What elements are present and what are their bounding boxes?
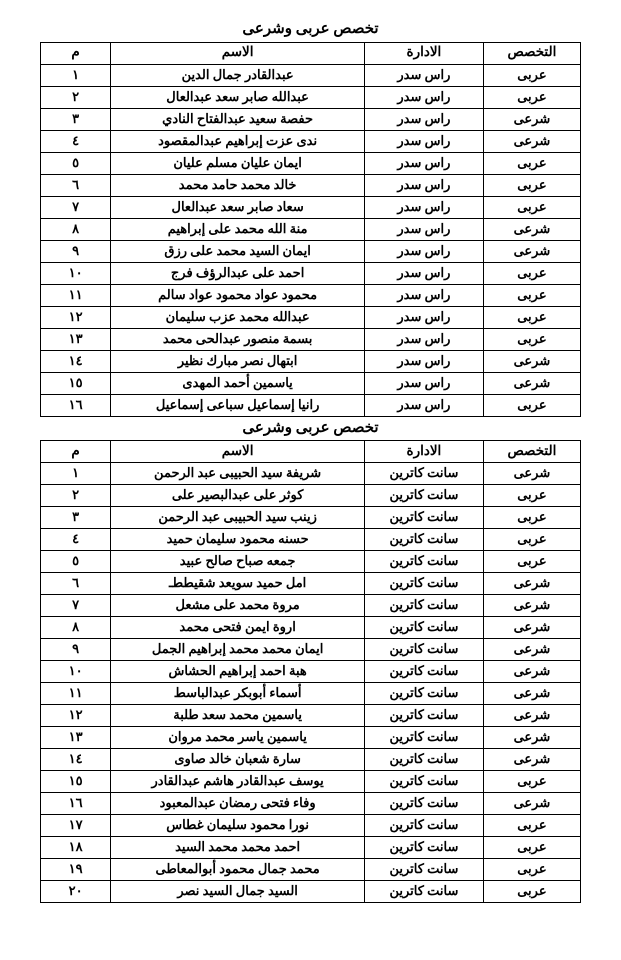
cell-name: ياسمين محمد سعد طلبة: [111, 705, 365, 727]
cell-admin: سانت كاترين: [365, 771, 484, 793]
section-title-2: تخصص عربى وشرعى: [242, 419, 379, 436]
cell-admin: سانت كاترين: [365, 837, 484, 859]
cell-spec: عربى: [483, 86, 580, 108]
cell-admin: سانت كاترين: [365, 551, 484, 573]
table-row: [41, 815, 581, 837]
cell-num: ١٠: [41, 661, 111, 683]
cell-spec: شرعى: [483, 727, 580, 749]
cell-spec: عربى: [483, 262, 580, 284]
cell-spec: شرعى: [483, 793, 580, 815]
table-row: [41, 617, 581, 639]
cell-spec: عربى: [483, 837, 580, 859]
cell-admin: سانت كاترين: [365, 617, 484, 639]
table-header-row: [41, 441, 581, 463]
cell-spec: شرعى: [483, 218, 580, 240]
cell-spec: شرعى: [483, 617, 580, 639]
cell-admin: سانت كاترين: [365, 661, 484, 683]
cell-spec: شرعى: [483, 749, 580, 771]
cell-num: ٣: [41, 507, 111, 529]
cell-num: ١١: [41, 683, 111, 705]
table-row: [41, 683, 581, 705]
table-row: [41, 573, 581, 595]
cell-spec: عربى: [483, 284, 580, 306]
column-header-name: الاسم: [111, 42, 365, 64]
cell-num: ٢٠: [41, 881, 111, 903]
cell-spec: شرعى: [483, 240, 580, 262]
cell-num: ٨: [41, 617, 111, 639]
cell-spec: شرعى: [483, 595, 580, 617]
cell-name: ابتهال نصر مبارك نظير: [111, 350, 365, 372]
cell-admin: سانت كاترين: [365, 639, 484, 661]
cell-name: امل حميد سويعد شقيططـ: [111, 573, 365, 595]
cell-num: ٢: [41, 86, 111, 108]
cell-num: ١٧: [41, 815, 111, 837]
cell-num: ١: [41, 463, 111, 485]
cell-num: ١٩: [41, 859, 111, 881]
table-row: [41, 86, 581, 108]
cell-admin: سانت كاترين: [365, 705, 484, 727]
cell-admin: راس سدر: [365, 394, 484, 416]
cell-spec: عربى: [483, 306, 580, 328]
table-row: [41, 284, 581, 306]
table-row: [41, 240, 581, 262]
table-row: [41, 485, 581, 507]
cell-name: شريفة سيد الحبيبى عبد الرحمن: [111, 463, 365, 485]
table-row: [41, 507, 581, 529]
cell-spec: عربى: [483, 859, 580, 881]
cell-admin: سانت كاترين: [365, 573, 484, 595]
cell-spec: شرعى: [483, 639, 580, 661]
cell-name: نورا محمود سليمان غطاس: [111, 815, 365, 837]
cell-name: أسماء أبوبكر عبدالباسط: [111, 683, 365, 705]
cell-num: ٩: [41, 240, 111, 262]
cell-name: هبة احمد إبراهيم الحشاش: [111, 661, 365, 683]
cell-num: ١٢: [41, 306, 111, 328]
cell-spec: عربى: [483, 551, 580, 573]
cell-admin: راس سدر: [365, 284, 484, 306]
cell-num: ٥: [41, 551, 111, 573]
cell-name: زينب سيد الحبيبى عبد الرحمن: [111, 507, 365, 529]
cell-spec: عربى: [483, 394, 580, 416]
cell-name: سارة شعبان خالد صاوى: [111, 749, 365, 771]
cell-admin: راس سدر: [365, 262, 484, 284]
table-row: [41, 108, 581, 130]
cell-name: منة الله محمد على إبراهيم: [111, 218, 365, 240]
cell-num: ١٨: [41, 837, 111, 859]
cell-num: ١٥: [41, 372, 111, 394]
cell-name: عبدالقادر جمال الدين: [111, 64, 365, 86]
cell-name: حفصة سعيد عبدالفتاح النادي: [111, 108, 365, 130]
table-row: [41, 130, 581, 152]
table-header-row: [41, 42, 581, 64]
cell-num: ١١: [41, 284, 111, 306]
cell-spec: شرعى: [483, 108, 580, 130]
cell-name: عبدالله محمد عزب سليمان: [111, 306, 365, 328]
cell-spec: عربى: [483, 529, 580, 551]
cell-num: ١٦: [41, 394, 111, 416]
cell-admin: سانت كاترين: [365, 815, 484, 837]
table-row: [41, 793, 581, 815]
cell-admin: سانت كاترين: [365, 859, 484, 881]
cell-spec: شرعى: [483, 463, 580, 485]
cell-num: ١٠: [41, 262, 111, 284]
column-header-name: الاسم: [111, 441, 365, 463]
cell-num: ٧: [41, 196, 111, 218]
cell-num: ٤: [41, 529, 111, 551]
table-row: [41, 174, 581, 196]
cell-name: يوسف عبدالقادر هاشم عبدالقادر: [111, 771, 365, 793]
cell-spec: شرعى: [483, 705, 580, 727]
roster-body-2: [41, 463, 581, 903]
cell-name: ياسمين ياسر محمد مروان: [111, 727, 365, 749]
cell-num: ١: [41, 64, 111, 86]
cell-admin: راس سدر: [365, 130, 484, 152]
cell-num: ٨: [41, 218, 111, 240]
cell-spec: عربى: [483, 771, 580, 793]
cell-admin: راس سدر: [365, 108, 484, 130]
cell-name: عبدالله صابر سعد عبدالعال: [111, 86, 365, 108]
cell-num: ٦: [41, 573, 111, 595]
cell-name: ياسمين أحمد المهدى: [111, 372, 365, 394]
table-row: [41, 837, 581, 859]
cell-name: محمد جمال محمود أبوالمعاطى: [111, 859, 365, 881]
cell-admin: سانت كاترين: [365, 683, 484, 705]
cell-num: ٧: [41, 595, 111, 617]
column-header-admin: الادارة: [365, 441, 484, 463]
cell-name: خالد محمد حامد محمد: [111, 174, 365, 196]
table-row: [41, 595, 581, 617]
cell-num: ٣: [41, 108, 111, 130]
roster-section-1: [40, 18, 581, 417]
cell-num: ٩: [41, 639, 111, 661]
cell-spec: شرعى: [483, 372, 580, 394]
cell-spec: عربى: [483, 881, 580, 903]
table-row: [41, 529, 581, 551]
cell-admin: راس سدر: [365, 152, 484, 174]
cell-spec: عربى: [483, 152, 580, 174]
column-header-spec: التخصص: [483, 441, 580, 463]
cell-name: ايمان محمد محمد إبراهيم الجمل: [111, 639, 365, 661]
cell-num: ١٤: [41, 749, 111, 771]
cell-admin: سانت كاترين: [365, 507, 484, 529]
cell-name: جمعه صباح صالح عبيد: [111, 551, 365, 573]
cell-admin: راس سدر: [365, 350, 484, 372]
table-row: [41, 749, 581, 771]
table-row: [41, 705, 581, 727]
cell-admin: راس سدر: [365, 218, 484, 240]
roster-table-2: [40, 440, 581, 903]
cell-name: احمد محمد محمد السيد: [111, 837, 365, 859]
cell-num: ١٣: [41, 727, 111, 749]
cell-spec: عربى: [483, 328, 580, 350]
cell-spec: شرعى: [483, 130, 580, 152]
cell-admin: راس سدر: [365, 372, 484, 394]
cell-admin: راس سدر: [365, 240, 484, 262]
cell-num: ٦: [41, 174, 111, 196]
table-row: [41, 350, 581, 372]
section-title-1: تخصص عربى وشرعى: [242, 21, 379, 37]
cell-name: مروة محمد على مشعل: [111, 595, 365, 617]
cell-name: احمد على عبدالرؤف فرج: [111, 262, 365, 284]
cell-name: وفاء فتحى رمضان عبدالمعبود: [111, 793, 365, 815]
table-row: [41, 64, 581, 86]
cell-admin: سانت كاترين: [365, 793, 484, 815]
table-row: [41, 218, 581, 240]
cell-name: سعاد صابر سعد عبدالعال: [111, 196, 365, 218]
table-row: [41, 881, 581, 903]
cell-spec: عربى: [483, 174, 580, 196]
cell-num: ٤: [41, 130, 111, 152]
cell-admin: راس سدر: [365, 306, 484, 328]
table-row: [41, 463, 581, 485]
cell-admin: راس سدر: [365, 86, 484, 108]
table-row: [41, 196, 581, 218]
cell-name: اروة ايمن فتحى محمد: [111, 617, 365, 639]
table-row: [41, 262, 581, 284]
cell-num: ١٢: [41, 705, 111, 727]
cell-spec: عربى: [483, 507, 580, 529]
cell-spec: شرعى: [483, 661, 580, 683]
cell-admin: سانت كاترين: [365, 881, 484, 903]
column-header-num: م: [41, 42, 111, 64]
table-row: [41, 152, 581, 174]
cell-admin: راس سدر: [365, 174, 484, 196]
table-row: [41, 859, 581, 881]
cell-num: ١٤: [41, 350, 111, 372]
roster-body-1: [41, 64, 581, 416]
cell-spec: عربى: [483, 815, 580, 837]
cell-name: كوثر على عبدالبصير على: [111, 485, 365, 507]
cell-name: بسمة منصور عبدالحى محمد: [111, 328, 365, 350]
cell-admin: راس سدر: [365, 328, 484, 350]
cell-spec: عربى: [483, 196, 580, 218]
cell-num: ١٥: [41, 771, 111, 793]
cell-admin: سانت كاترين: [365, 529, 484, 551]
cell-spec: شرعى: [483, 350, 580, 372]
table-row: [41, 771, 581, 793]
cell-num: ١٦: [41, 793, 111, 815]
table-row: [41, 661, 581, 683]
cell-name: ايمان عليان مسلم عليان: [111, 152, 365, 174]
cell-admin: راس سدر: [365, 64, 484, 86]
table-row: [41, 727, 581, 749]
cell-admin: سانت كاترين: [365, 595, 484, 617]
cell-num: ٢: [41, 485, 111, 507]
table-row: [41, 639, 581, 661]
cell-admin: راس سدر: [365, 196, 484, 218]
cell-name: رانيا إسماعيل سباعى إسماعيل: [111, 394, 365, 416]
column-header-num: م: [41, 441, 111, 463]
cell-num: ١٣: [41, 328, 111, 350]
roster-section-2: [40, 417, 581, 904]
cell-name: ندى عزت إبراهيم عبدالمقصود: [111, 130, 365, 152]
table-row: [41, 372, 581, 394]
cell-spec: عربى: [483, 485, 580, 507]
column-header-spec: التخصص: [483, 42, 580, 64]
table-row: [41, 306, 581, 328]
table-row: [41, 328, 581, 350]
cell-admin: سانت كاترين: [365, 727, 484, 749]
cell-name: محمود عواد محمود عواد سالم: [111, 284, 365, 306]
cell-admin: سانت كاترين: [365, 463, 484, 485]
table-row: [41, 394, 581, 416]
cell-spec: شرعى: [483, 683, 580, 705]
cell-spec: عربى: [483, 64, 580, 86]
cell-name: ايمان السيد محمد على رزق: [111, 240, 365, 262]
column-header-admin: الادارة: [365, 42, 484, 64]
cell-admin: سانت كاترين: [365, 749, 484, 771]
roster-table-1: [40, 42, 581, 417]
cell-admin: سانت كاترين: [365, 485, 484, 507]
cell-name: السيد جمال السيد نصر: [111, 881, 365, 903]
table-row: [41, 551, 581, 573]
cell-spec: شرعى: [483, 573, 580, 595]
cell-name: حسنه محمود سليمان حميد: [111, 529, 365, 551]
cell-num: ٥: [41, 152, 111, 174]
